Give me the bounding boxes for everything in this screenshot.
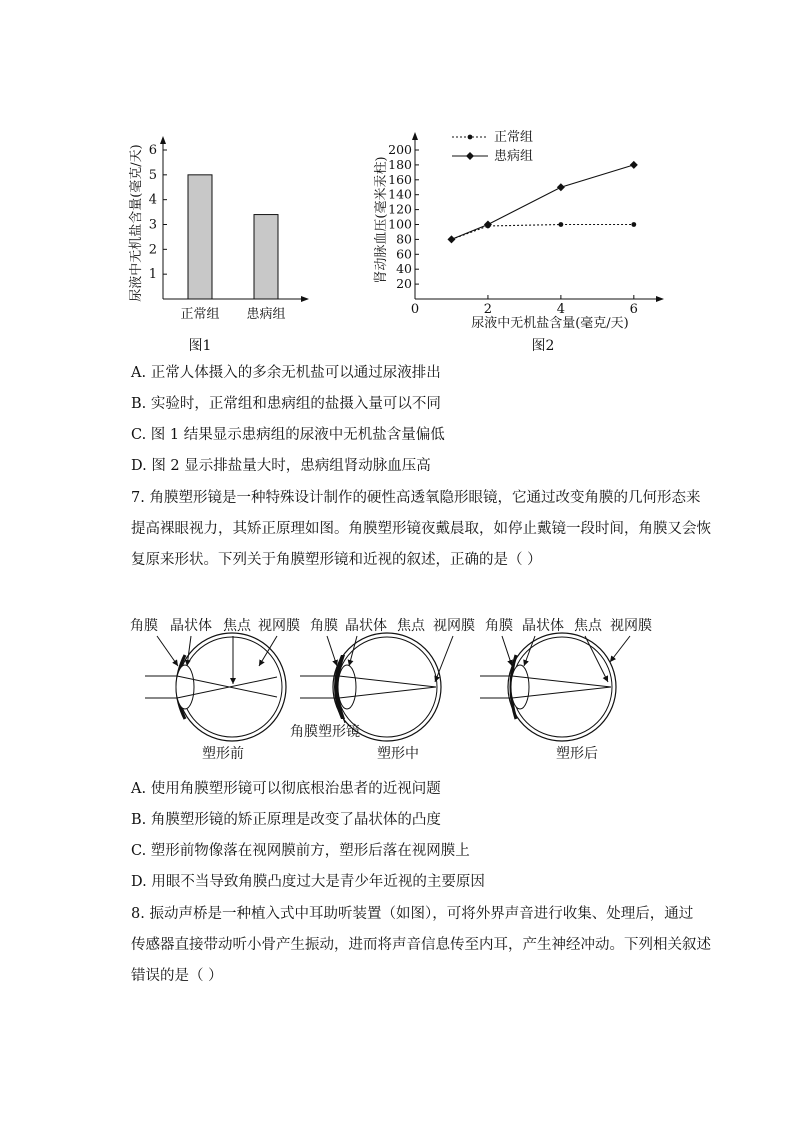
q6-option-a: A. 正常人体摄入的多余无机盐可以通过尿液排出 <box>131 365 441 381</box>
y-axis-arrow <box>160 136 166 144</box>
x-category-label: 患病组 <box>246 307 286 322</box>
legend <box>452 129 533 164</box>
label-retina: 视网膜 <box>610 618 652 634</box>
data-point-patient <box>557 183 565 191</box>
q7-option-c: C. 塑形前物像落在视网膜前方，塑形后落在视网膜上 <box>131 843 470 859</box>
q7-option-a: A. 使用角膜塑形镜可以彻底根治患者的近视问题 <box>131 781 441 797</box>
eye-after <box>480 617 652 762</box>
axes <box>160 136 309 302</box>
figure-2-line-chart <box>365 125 675 360</box>
data-point-normal <box>558 222 563 227</box>
q7-option-d: D. 用眼不当导致角膜凸度过大是青少年近视的主要原因 <box>131 874 485 890</box>
pointer-cornea <box>502 636 512 666</box>
label-lens: 晶状体 <box>170 618 212 634</box>
label-lens: 晶状体 <box>345 618 387 634</box>
y-tick-label: 180 <box>388 156 412 172</box>
pointer-retina <box>435 636 453 682</box>
y-tick-label: 60 <box>396 246 412 262</box>
q6-option-d: D. 图 2 显示排盐量大时，患病组肾动脉血压高 <box>131 458 431 474</box>
stage-caption-during: 塑形中 <box>377 746 419 762</box>
y-tick-label: 160 <box>388 171 412 187</box>
figure-1-caption: 图1 <box>188 338 212 354</box>
label-cornea: 角膜 <box>130 618 158 634</box>
figure-2-caption: 图2 <box>531 338 555 354</box>
axes <box>412 132 664 302</box>
series-line-normal <box>451 225 633 240</box>
y-tick-label: 5 <box>148 167 157 183</box>
data-point-patient <box>630 161 638 169</box>
y-axis-label <box>128 144 144 302</box>
x-tick-label: 4 <box>556 302 566 317</box>
x-category-labels <box>180 306 285 322</box>
y-tick-label: 2 <box>148 242 157 258</box>
lens <box>176 665 194 709</box>
pointer-cornea <box>327 636 337 666</box>
series-line-patient <box>451 165 633 240</box>
legend-marker <box>468 135 473 140</box>
q8-stem-line-1: 8. 振动声桥是一种植入式中耳助听装置（如图），可将外界声音进行收集、处理后，通过 <box>131 906 694 922</box>
stage-caption-after: 塑形后 <box>556 746 598 762</box>
pointer-focus <box>585 636 608 682</box>
legend-label: 患病组 <box>494 149 534 164</box>
q7-stem-line-2: 提高裸眼视力，其矫正原理如图。角膜塑形镜夜戴晨取，如停止戴镜一段时间，角膜又会恢 <box>131 521 711 537</box>
y-axis-title: 尿液中无机盐含量(毫克/天) <box>129 144 144 302</box>
x-axis-arrow <box>656 296 664 302</box>
y-tick-label: 1 <box>148 267 157 283</box>
legend-marker <box>466 152 474 160</box>
label-focus: 焦点 <box>223 618 251 634</box>
y-ticks <box>388 142 419 291</box>
data-point-patient <box>447 235 455 243</box>
label-focus: 焦点 <box>574 618 602 634</box>
q7-option-b: B. 角膜塑形镜的矫正原理是改变了晶状体的凸度 <box>131 812 441 828</box>
lens <box>338 665 356 709</box>
y-tick-label: 80 <box>396 231 412 247</box>
y-tick-label: 140 <box>388 186 412 202</box>
y-axis-arrow <box>412 132 418 140</box>
q8-stem-line-3: 错误的是（ ） <box>131 968 223 984</box>
bars <box>188 175 278 299</box>
label-ortho-lens: 角膜塑形镜 <box>290 724 360 740</box>
data-point-patient <box>484 221 492 229</box>
pointer-lens <box>524 636 535 666</box>
label-cornea: 角膜 <box>485 618 513 634</box>
y-tick-label: 40 <box>396 261 412 277</box>
label-retina: 视网膜 <box>258 618 300 634</box>
figure-1-bar-chart <box>120 125 330 360</box>
legend-label: 正常组 <box>494 130 534 145</box>
x-tick-label: 6 <box>629 302 638 317</box>
bar-patient <box>254 215 278 299</box>
x-tick-label: 2 <box>483 302 493 317</box>
y-tick-label: 100 <box>388 216 412 232</box>
x-tick-label: 0 <box>410 302 420 317</box>
y-tick-label: 200 <box>388 142 412 157</box>
q6-option-b: B. 实验时，正常组和患病组的盐摄入量可以不同 <box>131 396 441 412</box>
label-retina: 视网膜 <box>433 618 475 634</box>
q7-stem-line-1: 7. 角膜塑形镜是一种特殊设计制作的硬性高透氧隐形眼镜，它通过改变角膜的几何形态来 <box>131 490 701 506</box>
q8-stem-line-2: 传感器直接带动听小骨产生振动，进而将声音信息传至内耳，产生神经冲动。下列相关叙述 <box>131 937 711 953</box>
eye-during <box>290 617 475 762</box>
label-lens: 晶状体 <box>522 618 564 634</box>
y-axis-title: 肾动脉血压(毫米汞柱) <box>374 156 389 284</box>
pointer-cornea <box>157 636 178 666</box>
pointer-retina <box>259 636 277 666</box>
lens <box>511 665 529 709</box>
data-point-normal <box>631 222 636 227</box>
bar-normal <box>188 175 212 299</box>
eye-before <box>130 617 300 762</box>
y-tick-label: 4 <box>148 192 157 208</box>
series <box>447 161 637 244</box>
pointer-retina <box>610 636 630 662</box>
y-tick-label: 3 <box>148 217 157 233</box>
label-focus: 焦点 <box>397 618 425 634</box>
y-tick-label: 20 <box>396 276 412 292</box>
y-ticks <box>149 143 167 282</box>
eye-diagrams <box>125 610 670 770</box>
y-tick-label: 120 <box>388 201 412 217</box>
pointer-lens <box>349 636 357 666</box>
y-tick-label: 6 <box>148 143 157 158</box>
stage-caption-before: 塑形前 <box>202 746 244 762</box>
q6-option-c: C. 图 1 结果显示患病组的尿液中无机盐含量偏低 <box>131 427 445 443</box>
x-ticks <box>411 295 638 317</box>
x-category-label: 正常组 <box>180 307 220 322</box>
x-axis-title: 尿液中无机盐含量(毫克/天) <box>471 316 629 331</box>
label-cornea: 角膜 <box>310 618 338 634</box>
q7-stem-line-3: 复原来形状。下列关于角膜塑形镜和近视的叙述，正确的是（ ） <box>131 552 542 568</box>
x-axis-arrow <box>301 296 309 302</box>
